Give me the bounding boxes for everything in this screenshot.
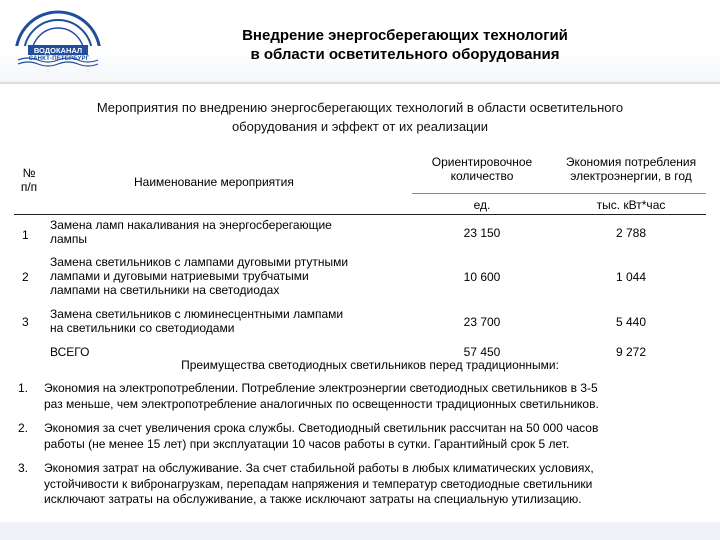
total-label: ВСЕГО xyxy=(50,345,90,359)
row-2-name-line-1: Замена светильников с лампами дуговыми ртутными xyxy=(50,255,349,269)
vodokanal-logo xyxy=(8,8,108,74)
advantage-2-num: 2. xyxy=(18,421,29,435)
row-2-name-line-3: лампами на светильники на светодиодах xyxy=(50,283,280,297)
row-1-name-line-1: Замена ламп накаливания на энергосберегающие xyxy=(50,218,332,232)
header-num-line-1: № xyxy=(22,166,36,180)
header-unit-divider xyxy=(412,193,706,194)
advantage-3-text xyxy=(44,461,702,508)
advantage-3-line-2: устойчивости к вибронагрузкам, перепадам напряжения и температур светодиодные светильники xyxy=(44,476,593,491)
row-2-num: 2 xyxy=(22,270,29,284)
page-title xyxy=(170,26,640,64)
header-num-line-2: п/п xyxy=(20,180,38,194)
header-saving-line-1: Экономия потребления xyxy=(565,155,697,169)
subtitle-line-1: Мероприятия по внедрению энергосберегающих технологий в области осветительного xyxy=(96,100,624,115)
advantage-3-num: 3. xyxy=(18,461,29,475)
header-name: Наименование мероприятия xyxy=(134,175,294,189)
header-saving-line-2: электроэнергии, в год xyxy=(570,169,692,183)
header-qty xyxy=(412,155,552,183)
advantage-3-line-1: Экономия затрат на обслуживание. За счет стабильной работы в любых климатических условиях, xyxy=(44,461,594,475)
advantages-title: Преимущества светодиодных светильников перед традиционными: xyxy=(181,358,559,372)
advantage-1-line-2: раз меньше, чем электропотребление аналогичных по освещенности традиционных светильников. xyxy=(44,396,599,411)
row-3-saving: 5 440 xyxy=(615,315,647,329)
advantage-1-num: 1. xyxy=(18,381,29,395)
row-2-name-line-2: лампами и дуговыми натриевыми трубчатыми xyxy=(50,269,309,283)
row-3-name xyxy=(50,307,410,335)
advantage-2-text xyxy=(44,421,702,452)
unit-saving: тыс. кВт*час xyxy=(596,198,666,212)
row-1-num: 1 xyxy=(22,228,29,242)
row-3-qty: 23 700 xyxy=(463,315,501,329)
total-saving: 9 272 xyxy=(615,345,647,359)
row-2-saving: 1 044 xyxy=(615,270,647,284)
row-3-num: 3 xyxy=(22,315,29,329)
row-2-qty: 10 600 xyxy=(463,270,501,284)
header-qty-line-1: Ориентировочное xyxy=(431,155,533,169)
header-divider-line xyxy=(14,214,706,215)
advantage-3-line-3: исключают затраты на обслуживание, а также исключают затраты на специальную утилизацию. xyxy=(44,492,582,506)
header-divider xyxy=(0,82,720,84)
row-2-name xyxy=(50,255,410,297)
advantage-1-line-1: Экономия на электропотреблении. Потребление электроэнергии светодиодных светильников в 3-5 xyxy=(44,381,598,395)
row-1-name xyxy=(50,218,410,246)
header-num xyxy=(14,166,44,194)
bottom-bar xyxy=(0,522,720,540)
advantage-2-line-1: Экономия за счет увеличения срока службы. Светодиодный светильник рассчитан на 50 000 часов xyxy=(44,421,599,435)
row-3-name-line-1: Замена светильников с люминесцентными лампами xyxy=(50,307,344,321)
row-3-name-line-2: на светильники со светодиодами xyxy=(50,321,235,335)
advantage-2-line-2: работы (не менее 15 лет) при эксплуатации 10 часов работы в сутки. Гарантийный срок 5 лет. xyxy=(44,436,570,451)
header-saving xyxy=(556,155,706,183)
logo-wordmark: ВОДОКАНАЛ xyxy=(33,46,83,55)
row-1-saving: 2 788 xyxy=(615,226,647,240)
title-line-1: Внедрение энергосберегающих технологий xyxy=(242,27,568,44)
advantage-1-text xyxy=(44,381,702,412)
title-line-2: в области осветительного оборудования xyxy=(250,46,560,63)
row-1-qty: 23 150 xyxy=(463,226,501,240)
row-1-name-line-2: лампы xyxy=(50,232,88,246)
logo-city: САНКТ-ПЕТЕРБУРГ xyxy=(28,56,90,62)
unit-qty: ед. xyxy=(473,198,491,212)
total-qty: 57 450 xyxy=(463,345,501,359)
header-qty-line-2: количество xyxy=(450,169,514,183)
subtitle-line-2: оборудования и эффект от их реализации xyxy=(231,119,489,134)
section-subtitle xyxy=(20,98,700,136)
